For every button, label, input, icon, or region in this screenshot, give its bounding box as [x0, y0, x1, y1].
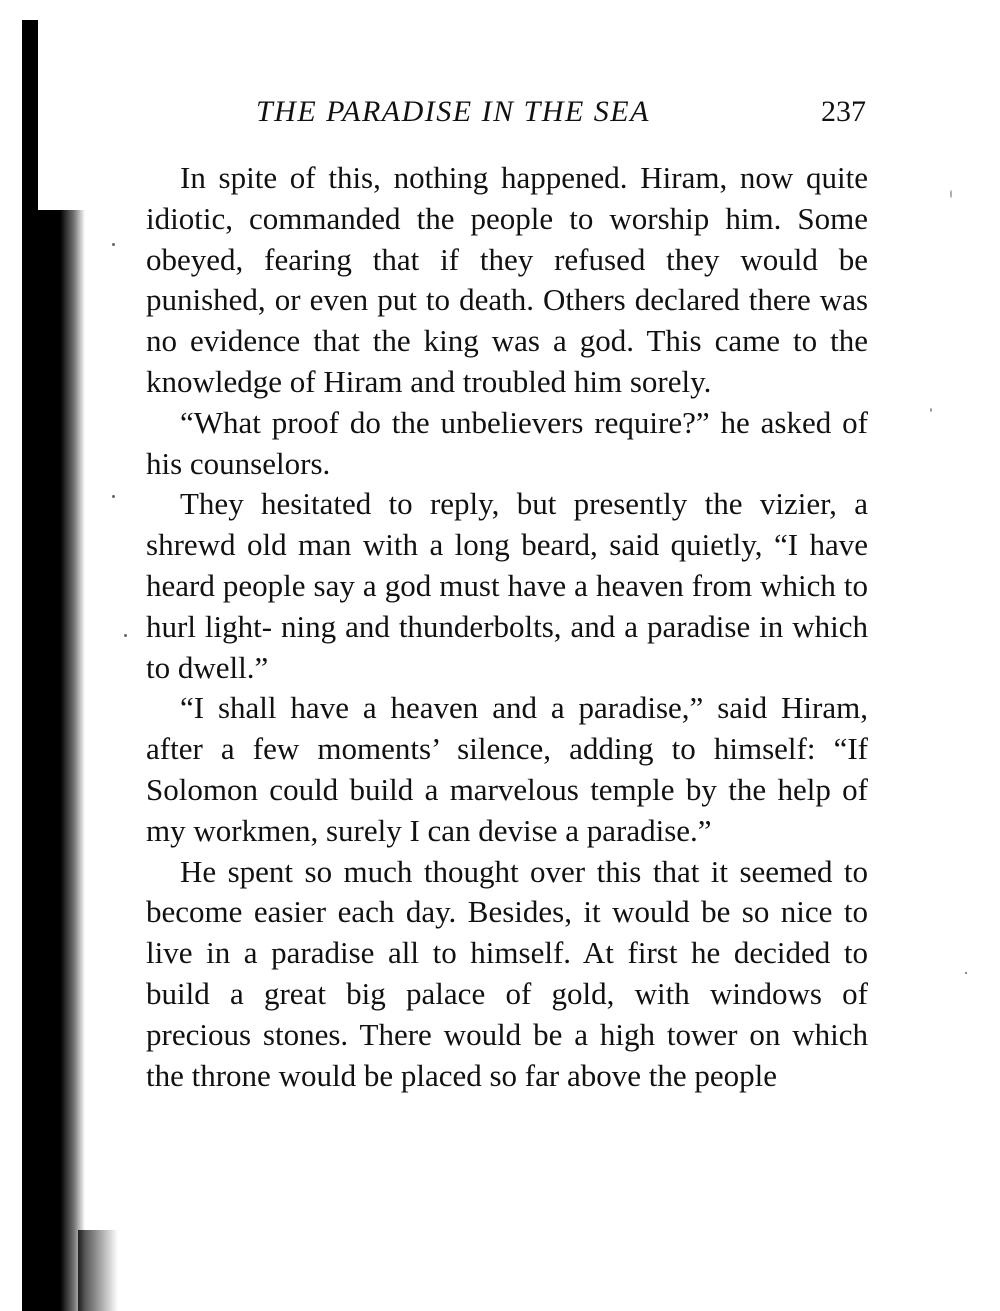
scan-speck: [950, 190, 952, 198]
text-line: There would be a high tower on which the: [146, 1016, 868, 1093]
page-binding-shadow: [30, 210, 85, 1311]
text-line: palace of gold, with windows of precious stones.: [146, 975, 868, 1052]
text-line: throne would be placed so far above the people: [191, 1057, 777, 1093]
paragraph: [146, 403, 868, 485]
text-line: devise a paradise.”: [478, 812, 712, 848]
text-line: They hesitated to reply, but presently the: [180, 486, 743, 522]
scan-speck: [965, 972, 967, 974]
text-line: must have a heaven from which to hurl light-: [146, 567, 869, 644]
text-line: that the king was a god. This came to the: [313, 323, 868, 359]
text-line: would be so nice to live in a paradise all to: [146, 894, 869, 971]
text-line: ning and thunderbolts, and a paradise in which: [281, 608, 869, 644]
text-line: “I shall have a heaven and a paradise,” said: [180, 690, 768, 726]
scan-speck: [124, 634, 127, 637]
running-head: [148, 92, 868, 132]
text-line: said quietly, “I have heard people say a god: [146, 527, 868, 603]
paragraph: [146, 484, 868, 688]
text-line: he asked of his counselors.: [146, 404, 868, 481]
running-head-title: THE PARADISE IN THE SEA: [256, 95, 650, 128]
text-line: In spite of this, nothing happened. Hiram,: [180, 160, 728, 195]
text-line: seemed to become easier each day. Besides, it: [146, 853, 869, 930]
text-line: now quite idiotic, commanded the people to: [146, 160, 869, 236]
scan-speck: [930, 408, 932, 412]
page-binding-shadow-corner: [78, 1230, 118, 1311]
page-number: 237: [821, 95, 866, 128]
text-line: himself. At first he decided to build a great big: [146, 935, 868, 1011]
text-line: himself: “If Solomon could build a marvelous: [146, 731, 868, 807]
text-line: refused they would be punished, or even put: [146, 241, 868, 318]
text-line: to death. Others declared there was no evidence: [146, 282, 869, 359]
scan-speck: [112, 495, 115, 498]
text-line: “What proof do the unbelievers require?”: [180, 404, 710, 440]
text-line: knowledge of Hiram and troubled him sorely.: [146, 363, 712, 399]
text-line: vizier, a shrewd old man with a long beard,: [146, 486, 868, 563]
text-line: temple by the help of my workmen, surely I can: [146, 771, 868, 848]
text-line: to dwell.”: [146, 649, 269, 685]
paragraph: [146, 852, 868, 1097]
text-line: Hiram, after a few moments’ silence, adding to: [146, 690, 868, 767]
paragraph: [146, 158, 868, 403]
text-line: He spent so much thought over this that it: [180, 853, 729, 889]
scan-speck: [112, 243, 115, 246]
paragraph: [146, 688, 868, 851]
text-line: worship him. Some obeyed, fearing that if they: [146, 200, 868, 277]
body-text: [146, 158, 868, 1096]
